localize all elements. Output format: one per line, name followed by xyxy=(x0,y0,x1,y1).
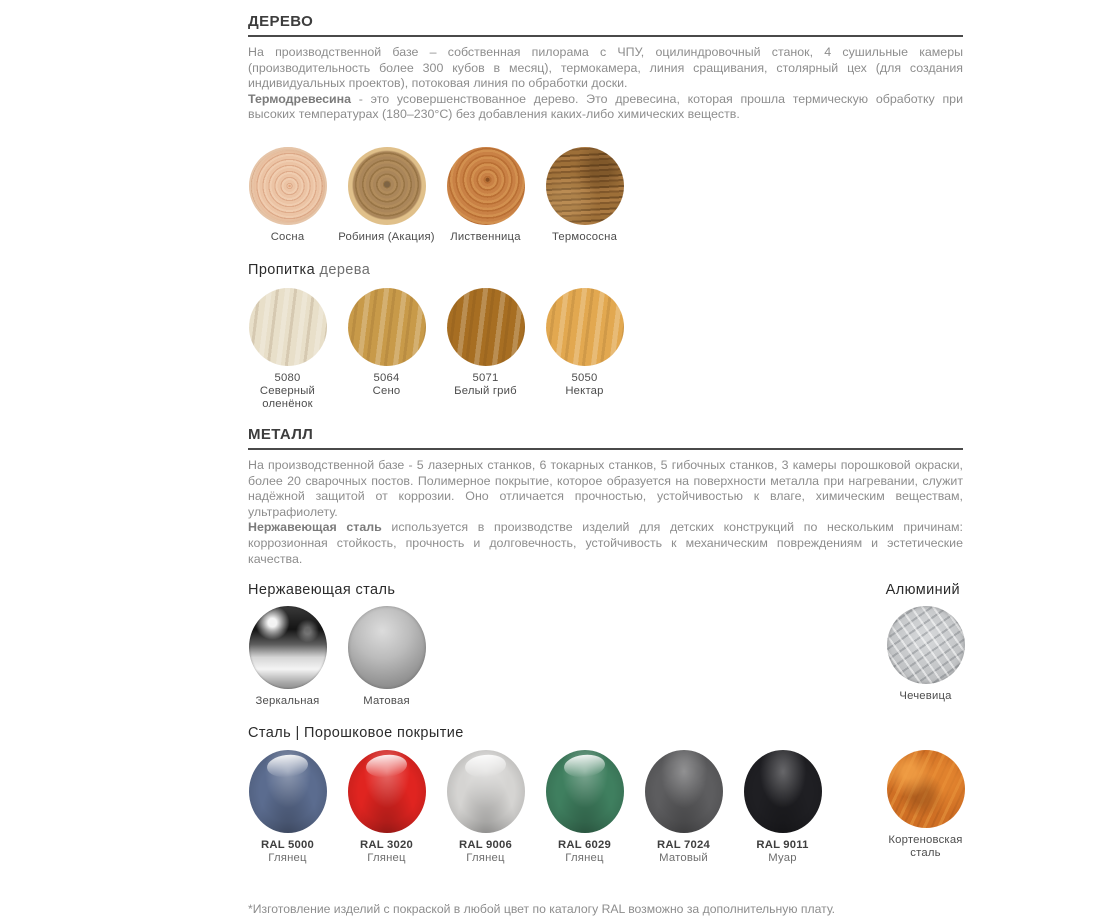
aluminum-item xyxy=(876,606,975,708)
wood-section-divider xyxy=(248,35,963,37)
wood-species-label: Термососна xyxy=(551,230,618,243)
impregnation-swatch-5080 xyxy=(249,288,327,366)
ral-footnote: *Изготовление изделий с покраской в любой цвет по каталогу RAL возможно за дополнительную плату. xyxy=(248,902,836,916)
powder-row xyxy=(238,750,963,865)
impregnation-title-strong: Пропитка xyxy=(248,261,316,278)
wood-swatch-pine xyxy=(249,147,327,225)
powder-label xyxy=(558,839,611,865)
impregnation-swatch-5050 xyxy=(546,288,624,366)
stainless-swatch-mirror xyxy=(249,606,327,689)
powder-swatch-ral5000 xyxy=(249,750,327,833)
impregnation-code: 5080 xyxy=(274,371,301,384)
impregnation-label xyxy=(440,372,532,398)
powder-swatch-ral3020 xyxy=(348,750,426,833)
wood-species-label: Лиственница xyxy=(450,230,521,243)
impregnation-code: 5071 xyxy=(472,371,499,384)
wood-species-item xyxy=(436,147,535,244)
powder-finish: Глянец xyxy=(565,852,604,865)
wood-swatch-robinia xyxy=(348,147,426,225)
powder-finish: Муар xyxy=(768,852,797,865)
powder-code: RAL 9011 xyxy=(756,839,809,852)
impregnation-swatch-5064 xyxy=(348,288,426,366)
aluminum-title: Алюминий xyxy=(885,582,960,599)
powder-item xyxy=(535,750,634,865)
wood-section-title: ДЕРЕВО xyxy=(248,13,314,30)
powder-item xyxy=(337,750,436,865)
powder-code: RAL 3020 xyxy=(360,839,413,852)
powder-swatch-ral9011 xyxy=(744,750,822,833)
powder-item xyxy=(436,750,535,865)
powder-code: RAL 6029 xyxy=(558,839,611,852)
impregnation-name: Нектар xyxy=(565,384,604,397)
impregnation-item xyxy=(535,288,634,411)
powder-label xyxy=(261,839,314,865)
stainless-aluminum-heads xyxy=(248,582,963,598)
powder-item xyxy=(238,750,337,865)
stainless-item xyxy=(337,606,436,708)
corten-label-line2: сталь xyxy=(910,847,941,860)
powder-swatch-ral6029 xyxy=(546,750,624,833)
wood-species-label: Сосна xyxy=(270,230,305,243)
corten-item xyxy=(876,750,975,865)
powder-swatch-ral7024 xyxy=(645,750,723,833)
powder-item xyxy=(634,750,733,865)
impregnation-row xyxy=(238,288,963,411)
powder-finish: Глянец xyxy=(466,852,505,865)
impregnation-label xyxy=(341,372,433,398)
impregnation-name: Северный оленёнок xyxy=(259,384,316,410)
impregnation-item xyxy=(337,288,436,411)
powder-label xyxy=(459,839,512,865)
aluminum-swatch-checkerplate xyxy=(887,606,965,684)
powder-code: RAL 5000 xyxy=(261,839,314,852)
corten-label-line1: Кортеновская xyxy=(888,834,963,847)
stainless-description-text: используется в производстве изделий для детских конструкций по нескольким причинам: коррозионная стойкость, прочность и долговечность, устойчивость к механическим повреждениям и эстетические качества. xyxy=(248,520,963,566)
corten-label xyxy=(888,834,962,860)
stainless-swatch-matte xyxy=(348,606,426,689)
wood-swatch-thermopine xyxy=(546,147,624,225)
powder-label xyxy=(657,839,710,865)
powder-code: RAL 7024 xyxy=(657,839,710,852)
powder-code: RAL 9006 xyxy=(459,839,512,852)
powder-title: Сталь | Порошковое покрытие xyxy=(248,725,464,742)
wood-species-row xyxy=(238,147,963,244)
stainless-title: Нержавеющая сталь xyxy=(248,582,396,599)
impregnation-name: Сено xyxy=(372,384,401,397)
impregnation-code: 5050 xyxy=(571,371,598,384)
impregnation-name: Белый гриб xyxy=(454,384,517,397)
wood-swatch-larch xyxy=(447,147,525,225)
powder-swatch-ral9006 xyxy=(447,750,525,833)
stainless-label: Матовая xyxy=(363,695,410,708)
impregnation-title-light: дерева xyxy=(319,261,371,278)
powder-item xyxy=(733,750,832,865)
powder-label xyxy=(756,839,808,865)
metal-section-divider xyxy=(248,448,963,450)
metal-section-title: МЕТАЛЛ xyxy=(248,425,314,443)
stainless-label: Зеркальная xyxy=(255,695,320,708)
thermowood-term: Термодревесина xyxy=(248,91,352,106)
powder-finish: Глянец xyxy=(268,852,307,865)
metal-description-text: На производственной базе - 5 лазерных станков, 6 токарных станков, 5 гибочных станков, 3 камеры порошковой окраски, более 20 сварочных постов. Полимерное покрытие, которое образуется на поверхности металла при нагревании, служит надёжной защитой от коррозии. Оно отличается прочностью, устойчивостью к влаге, химическим веществам, ультрафиолету. xyxy=(248,457,963,519)
impregnation-item xyxy=(238,288,337,411)
wood-species-item xyxy=(535,147,634,244)
wood-section xyxy=(248,13,963,411)
powder-label xyxy=(360,839,413,865)
wood-description xyxy=(248,45,963,123)
wood-species-item xyxy=(337,147,436,244)
thermowood-description-text: - это усовершенствованное дерево. Это древесина, которая прошла термическую обработку при высоких температурах (180–230°С) без добавления каких-либо химических веществ. xyxy=(248,91,963,122)
impregnation-code: 5064 xyxy=(373,371,400,384)
metal-description xyxy=(248,458,963,567)
impregnation-label xyxy=(539,372,631,398)
impregnation-item xyxy=(436,288,535,411)
aluminum-label: Чечевица xyxy=(899,690,952,703)
wood-species-item xyxy=(238,147,337,244)
wood-description-text: На производственной базе – собственная пилорама с ЧПУ, оцилиндровочный станок, 4 сушильные камеры (производительность более 300 кубов в месяц), термокамера, линия сращивания, столярный цех (для создания индивидуальных проектов), потоковая линия по обработки доски. xyxy=(248,45,963,91)
stainless-term: Нержавеющая сталь xyxy=(248,520,382,535)
impregnation-swatch-5071 xyxy=(447,288,525,366)
corten-swatch xyxy=(887,750,965,828)
metal-section xyxy=(248,426,963,865)
impregnation-label xyxy=(242,372,334,411)
wood-species-label: Робиния (Акация) xyxy=(338,230,435,243)
stainless-row xyxy=(238,606,963,708)
powder-finish: Глянец xyxy=(367,852,406,865)
impregnation-title xyxy=(248,262,963,278)
stainless-item xyxy=(238,606,337,708)
powder-finish: Матовый xyxy=(659,852,708,865)
